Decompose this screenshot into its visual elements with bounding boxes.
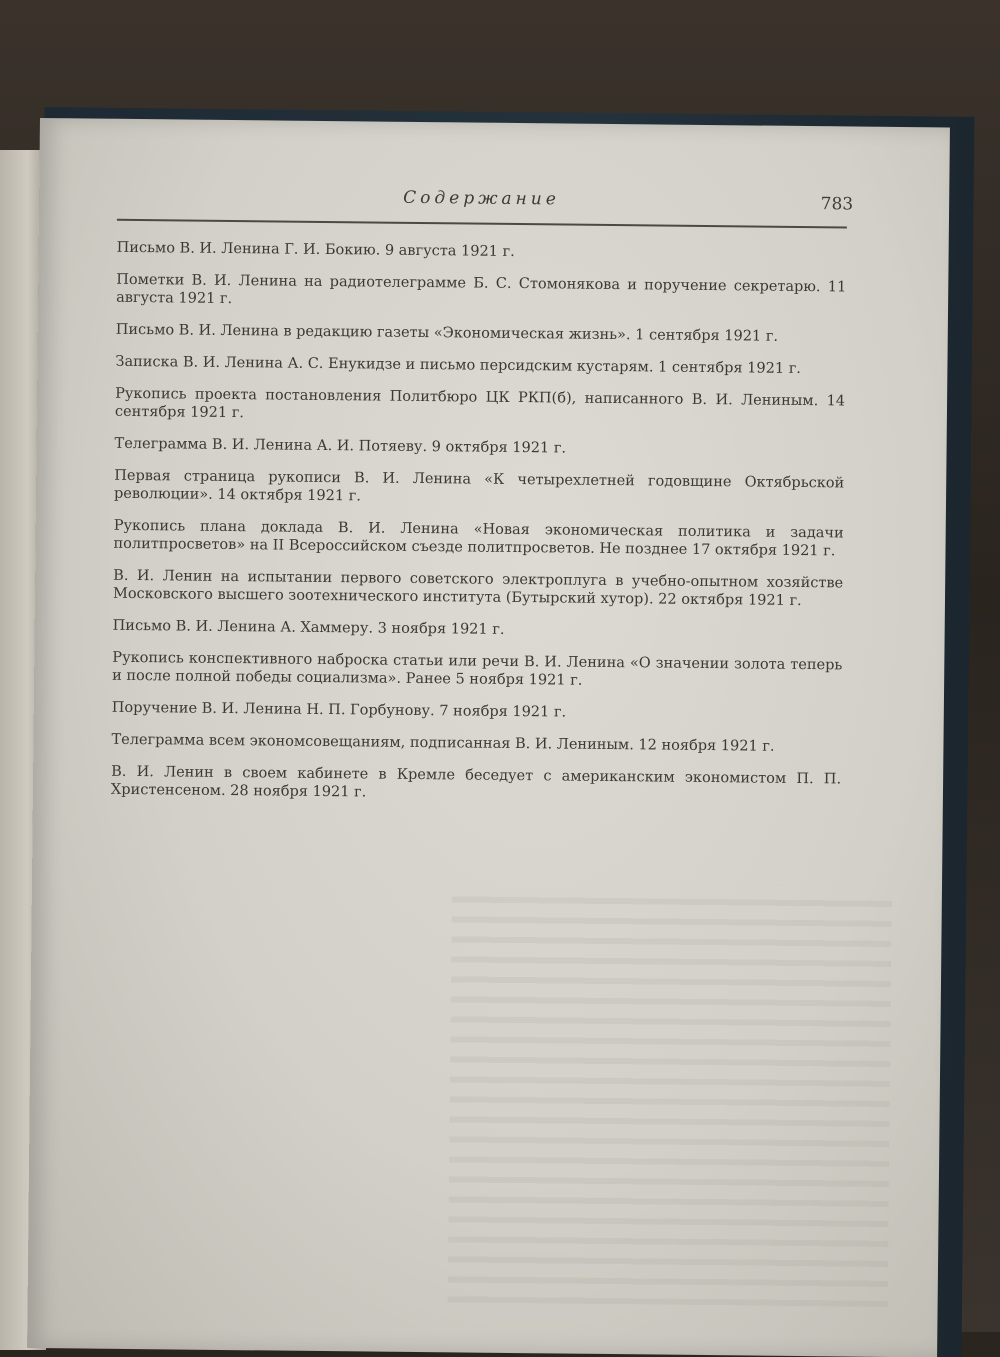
running-head: Содержание	[403, 187, 560, 210]
show-through-text	[448, 882, 892, 1307]
contents-list	[111, 239, 847, 821]
list-item: Рукопись конспективного наброска статьи или речи В. И. Ленина «О значении золота теперь и после полной победы социализма». Ранее 5 ноября 1921 г.	[112, 649, 843, 689]
page-number: 783	[820, 194, 854, 215]
list-item: Письмо В. И. Ленина в редакцию газеты «Экономическая жизнь». 1 сентября 1921 г.	[115, 321, 779, 345]
list-item: Записка В. И. Ленина А. С. Енукидзе и письмо персидским кустарям. 1 сентября 1921 г.	[115, 353, 802, 377]
list-item: Письмо В. И. Ленина А. Хаммеру. 3 ноября 1921 г.	[112, 617, 505, 638]
list-item: Пометки В. И. Ленина на радиотелеграмме Б. С. Стомонякова и поручение секретарю. 11 августа 1921 г.	[116, 271, 847, 308]
list-item: Телеграмма В. И. Ленина А. И. Потяеву. 9 октября 1921 г.	[114, 435, 567, 457]
list-item: Первая страница рукописи В. И. Ленина «К четырехлетней годовщине Октябрьской революции». 14 октября 1921 г.	[113, 467, 845, 505]
list-item: В. И. Ленин на испытании первого советского электроплуга в учебно-опытном хозяйстве Московского высшего зоотехнического института (Бутырский хутор). 22 октября 1921 г.	[112, 567, 844, 610]
list-item: В. И. Ленин в своем кабинете в Кремле беседует с американским экономистом П. П. Христенсеном. 28 ноября 1921 г.	[110, 763, 842, 801]
list-item: Рукопись проекта постановления Политбюро ЦК РКП(б), написанного В. И. Лениным. 14 сентября 1921 г.	[114, 385, 846, 422]
list-item: Поручение В. И. Ленина Н. П. Горбунову. 7 ноября 1921 г.	[111, 699, 567, 721]
book-page	[27, 118, 950, 1357]
list-item: Телеграмма всем экономсовещаниям, подписанная В. И. Лениным. 12 ноября 1921 г.	[111, 731, 775, 755]
list-item: Письмо В. И. Ленина Г. И. Бокию. 9 августа 1921 г.	[116, 239, 515, 260]
list-item: Рукопись плана доклада В. И. Ленина «Новая экономическая политика и задачи политпросветов» на II Всероссийском съезде политпросветов. Не позднее 17 октября 1921 г.	[113, 517, 844, 560]
